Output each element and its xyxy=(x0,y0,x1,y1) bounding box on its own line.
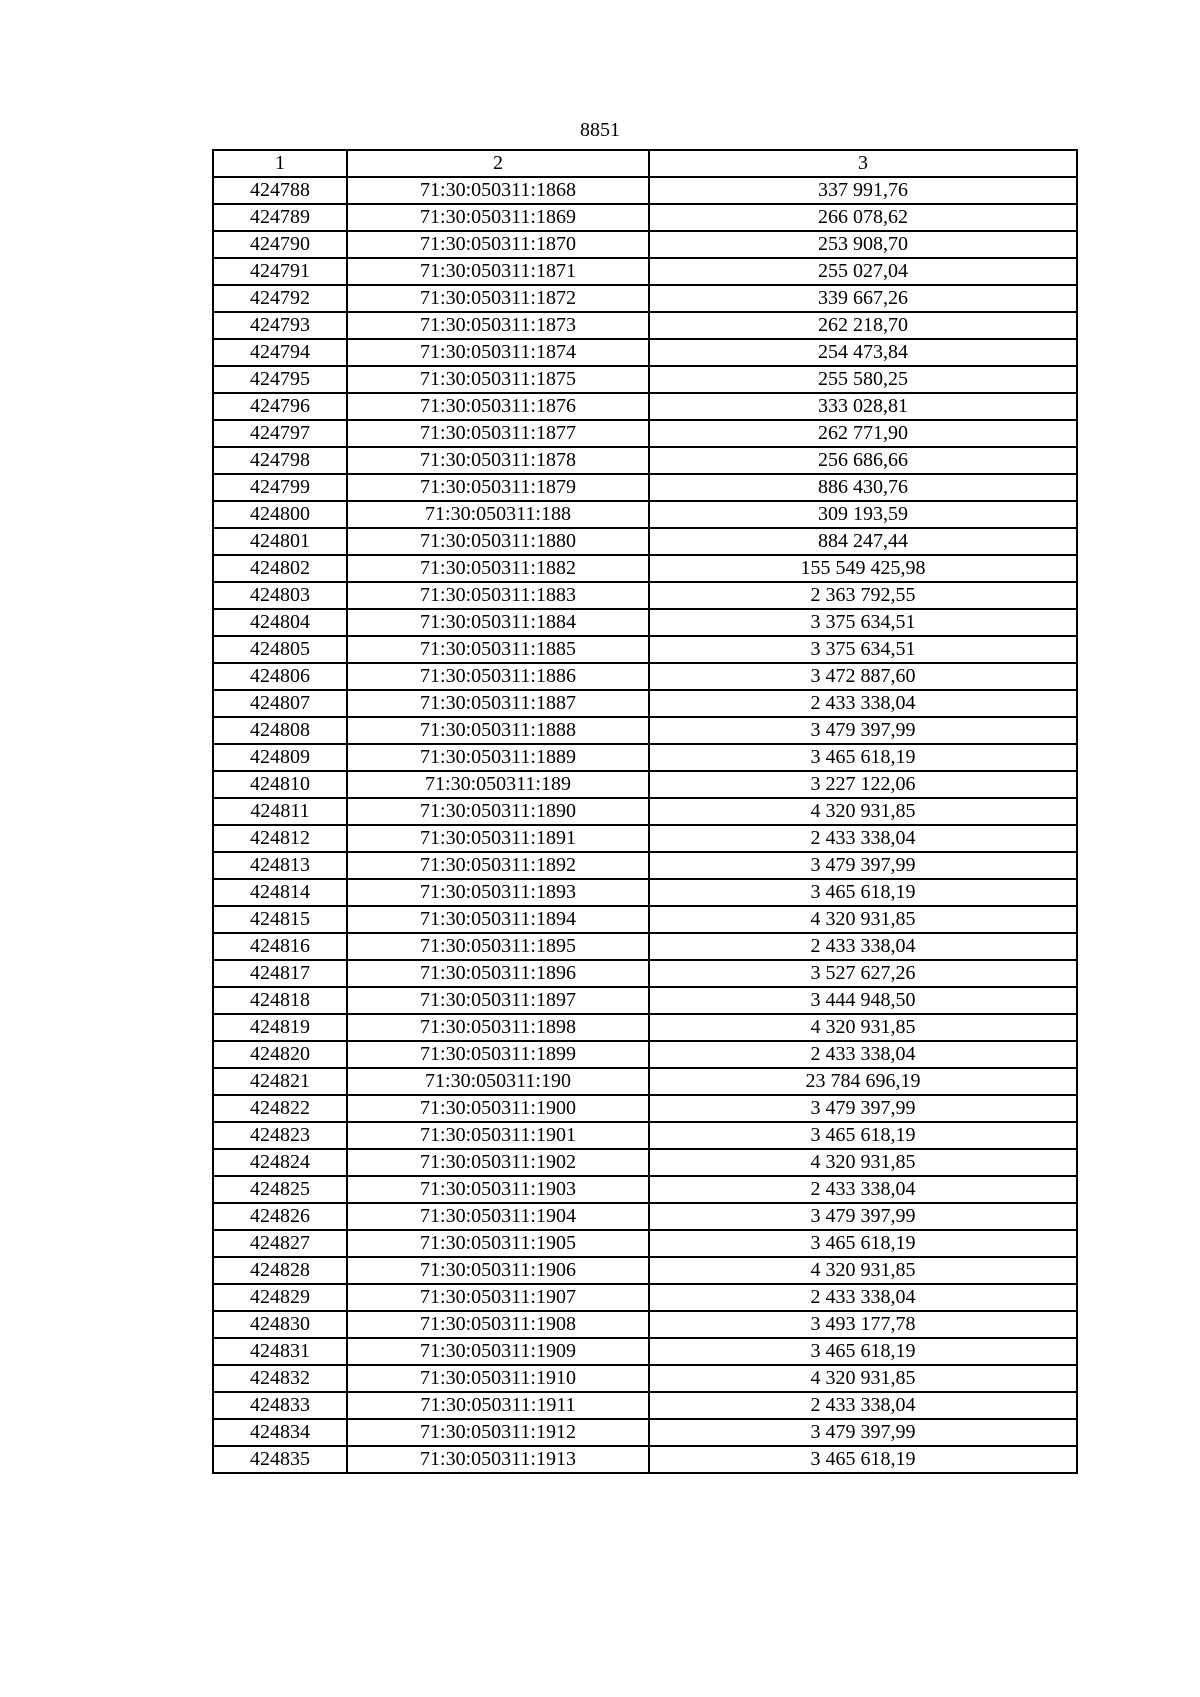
row-number-cell: 424793 xyxy=(213,312,347,339)
value-cell: 884 247,44 xyxy=(649,528,1077,555)
value-cell: 3 465 618,19 xyxy=(649,744,1077,771)
value-cell: 256 686,66 xyxy=(649,447,1077,474)
table-row xyxy=(213,177,1077,204)
row-number-cell: 424810 xyxy=(213,771,347,798)
row-number-cell: 424808 xyxy=(213,717,347,744)
row-number-cell: 424801 xyxy=(213,528,347,555)
cadastral-number-cell: 71:30:050311:1894 xyxy=(347,906,649,933)
table-body xyxy=(213,177,1077,1473)
cadastral-number-cell: 71:30:050311:1883 xyxy=(347,582,649,609)
row-number-cell: 424831 xyxy=(213,1338,347,1365)
table-row xyxy=(213,1230,1077,1257)
table-row xyxy=(213,879,1077,906)
table-row xyxy=(213,528,1077,555)
row-number-cell: 424825 xyxy=(213,1176,347,1203)
table-row xyxy=(213,393,1077,420)
row-number-cell: 424828 xyxy=(213,1257,347,1284)
row-number-cell: 424823 xyxy=(213,1122,347,1149)
value-cell: 4 320 931,85 xyxy=(649,1014,1077,1041)
table-row xyxy=(213,663,1077,690)
cadastral-number-cell: 71:30:050311:188 xyxy=(347,501,649,528)
row-number-cell: 424792 xyxy=(213,285,347,312)
column-header-3: 3 xyxy=(649,150,1077,177)
value-cell: 4 320 931,85 xyxy=(649,1257,1077,1284)
table-row xyxy=(213,1365,1077,1392)
cadastral-number-cell: 71:30:050311:1900 xyxy=(347,1095,649,1122)
table-row xyxy=(213,474,1077,501)
row-number-cell: 424832 xyxy=(213,1365,347,1392)
cadastral-number-cell: 71:30:050311:1873 xyxy=(347,312,649,339)
row-number-cell: 424817 xyxy=(213,960,347,987)
cadastral-number-cell: 71:30:050311:1902 xyxy=(347,1149,649,1176)
value-cell: 3 527 627,26 xyxy=(649,960,1077,987)
table-row xyxy=(213,1446,1077,1473)
cadastral-number-cell: 71:30:050311:1882 xyxy=(347,555,649,582)
row-number-cell: 424818 xyxy=(213,987,347,1014)
value-cell: 3 472 887,60 xyxy=(649,663,1077,690)
cadastral-number-cell: 71:30:050311:1904 xyxy=(347,1203,649,1230)
row-number-cell: 424829 xyxy=(213,1284,347,1311)
table-row xyxy=(213,582,1077,609)
row-number-cell: 424788 xyxy=(213,177,347,204)
row-number-cell: 424835 xyxy=(213,1446,347,1473)
cadastral-number-cell: 71:30:050311:1908 xyxy=(347,1311,649,1338)
cadastral-number-cell: 71:30:050311:1896 xyxy=(347,960,649,987)
table-row xyxy=(213,798,1077,825)
row-number-cell: 424820 xyxy=(213,1041,347,1068)
cadastral-number-cell: 71:30:050311:1872 xyxy=(347,285,649,312)
value-cell: 3 479 397,99 xyxy=(649,1419,1077,1446)
row-number-cell: 424798 xyxy=(213,447,347,474)
value-cell: 4 320 931,85 xyxy=(649,906,1077,933)
row-number-cell: 424813 xyxy=(213,852,347,879)
row-number-cell: 424827 xyxy=(213,1230,347,1257)
value-cell: 3 479 397,99 xyxy=(649,1203,1077,1230)
table-row xyxy=(213,285,1077,312)
cadastral-number-cell: 71:30:050311:1885 xyxy=(347,636,649,663)
table-row xyxy=(213,1014,1077,1041)
page-number: 8851 xyxy=(580,119,620,141)
table-row xyxy=(213,906,1077,933)
row-number-cell: 424809 xyxy=(213,744,347,771)
column-header-2: 2 xyxy=(347,150,649,177)
table-row xyxy=(213,204,1077,231)
value-cell: 3 227 122,06 xyxy=(649,771,1077,798)
value-cell: 3 479 397,99 xyxy=(649,717,1077,744)
table-row xyxy=(213,231,1077,258)
row-number-cell: 424822 xyxy=(213,1095,347,1122)
table-row xyxy=(213,771,1077,798)
table-row xyxy=(213,960,1077,987)
value-cell: 2 433 338,04 xyxy=(649,1176,1077,1203)
value-cell: 23 784 696,19 xyxy=(649,1068,1077,1095)
row-number-cell: 424833 xyxy=(213,1392,347,1419)
value-cell: 3 493 177,78 xyxy=(649,1311,1077,1338)
cadastral-number-cell: 71:30:050311:1880 xyxy=(347,528,649,555)
value-cell: 339 667,26 xyxy=(649,285,1077,312)
value-cell: 2 433 338,04 xyxy=(649,1284,1077,1311)
cadastral-number-cell: 71:30:050311:1875 xyxy=(347,366,649,393)
cadastral-number-cell: 71:30:050311:1893 xyxy=(347,879,649,906)
cadastral-number-cell: 71:30:050311:1910 xyxy=(347,1365,649,1392)
value-cell: 4 320 931,85 xyxy=(649,1365,1077,1392)
cadastral-number-cell: 71:30:050311:1870 xyxy=(347,231,649,258)
value-cell: 2 433 338,04 xyxy=(649,825,1077,852)
table-row xyxy=(213,1203,1077,1230)
cadastral-number-cell: 71:30:050311:1901 xyxy=(347,1122,649,1149)
row-number-cell: 424789 xyxy=(213,204,347,231)
cadastral-number-cell: 71:30:050311:1887 xyxy=(347,690,649,717)
row-number-cell: 424795 xyxy=(213,366,347,393)
row-number-cell: 424834 xyxy=(213,1419,347,1446)
row-number-cell: 424819 xyxy=(213,1014,347,1041)
value-cell: 3 465 618,19 xyxy=(649,1230,1077,1257)
cadastral-number-cell: 71:30:050311:1886 xyxy=(347,663,649,690)
table-row xyxy=(213,609,1077,636)
row-number-cell: 424802 xyxy=(213,555,347,582)
value-cell: 3 479 397,99 xyxy=(649,1095,1077,1122)
registry-table xyxy=(212,149,1078,1474)
cadastral-number-cell: 71:30:050311:1905 xyxy=(347,1230,649,1257)
value-cell: 2 433 338,04 xyxy=(649,690,1077,717)
value-cell: 2 433 338,04 xyxy=(649,1041,1077,1068)
table-header xyxy=(213,150,1077,177)
cadastral-number-cell: 71:30:050311:1906 xyxy=(347,1257,649,1284)
row-number-cell: 424800 xyxy=(213,501,347,528)
table-row xyxy=(213,366,1077,393)
cadastral-number-cell: 71:30:050311:1890 xyxy=(347,798,649,825)
table-row xyxy=(213,501,1077,528)
row-number-cell: 424797 xyxy=(213,420,347,447)
table-row xyxy=(213,1392,1077,1419)
value-cell: 254 473,84 xyxy=(649,339,1077,366)
cadastral-number-cell: 71:30:050311:1874 xyxy=(347,339,649,366)
row-number-cell: 424814 xyxy=(213,879,347,906)
value-cell: 4 320 931,85 xyxy=(649,798,1077,825)
table-row xyxy=(213,1284,1077,1311)
cadastral-number-cell: 71:30:050311:1884 xyxy=(347,609,649,636)
row-number-cell: 424811 xyxy=(213,798,347,825)
cadastral-number-cell: 71:30:050311:1899 xyxy=(347,1041,649,1068)
cadastral-number-cell: 71:30:050311:1897 xyxy=(347,987,649,1014)
table-row xyxy=(213,447,1077,474)
row-number-cell: 424806 xyxy=(213,663,347,690)
cadastral-number-cell: 71:30:050311:1892 xyxy=(347,852,649,879)
value-cell: 3 465 618,19 xyxy=(649,1446,1077,1473)
table-row xyxy=(213,825,1077,852)
value-cell: 155 549 425,98 xyxy=(649,555,1077,582)
cadastral-number-cell: 71:30:050311:1907 xyxy=(347,1284,649,1311)
table-row xyxy=(213,1338,1077,1365)
table-row xyxy=(213,717,1077,744)
row-number-cell: 424830 xyxy=(213,1311,347,1338)
table-row xyxy=(213,744,1077,771)
table-row xyxy=(213,1176,1077,1203)
cadastral-number-cell: 71:30:050311:1888 xyxy=(347,717,649,744)
value-cell: 886 430,76 xyxy=(649,474,1077,501)
value-cell: 3 479 397,99 xyxy=(649,852,1077,879)
table-row xyxy=(213,258,1077,285)
row-number-cell: 424816 xyxy=(213,933,347,960)
cadastral-number-cell: 71:30:050311:1869 xyxy=(347,204,649,231)
header-row xyxy=(213,150,1077,177)
value-cell: 3 375 634,51 xyxy=(649,636,1077,663)
value-cell: 262 771,90 xyxy=(649,420,1077,447)
row-number-cell: 424803 xyxy=(213,582,347,609)
value-cell: 253 908,70 xyxy=(649,231,1077,258)
row-number-cell: 424812 xyxy=(213,825,347,852)
cadastral-number-cell: 71:30:050311:1868 xyxy=(347,177,649,204)
value-cell: 262 218,70 xyxy=(649,312,1077,339)
value-cell: 3 444 948,50 xyxy=(649,987,1077,1014)
value-cell: 4 320 931,85 xyxy=(649,1149,1077,1176)
cadastral-number-cell: 71:30:050311:1898 xyxy=(347,1014,649,1041)
cadastral-number-cell: 71:30:050311:1889 xyxy=(347,744,649,771)
column-header-1: 1 xyxy=(213,150,347,177)
cadastral-number-cell: 71:30:050311:190 xyxy=(347,1068,649,1095)
cadastral-number-cell: 71:30:050311:1871 xyxy=(347,258,649,285)
cadastral-number-cell: 71:30:050311:1912 xyxy=(347,1419,649,1446)
value-cell: 2 433 338,04 xyxy=(649,1392,1077,1419)
cadastral-number-cell: 71:30:050311:1903 xyxy=(347,1176,649,1203)
row-number-cell: 424807 xyxy=(213,690,347,717)
cadastral-number-cell: 71:30:050311:1878 xyxy=(347,447,649,474)
value-cell: 2 433 338,04 xyxy=(649,933,1077,960)
row-number-cell: 424791 xyxy=(213,258,347,285)
table-row xyxy=(213,1257,1077,1284)
row-number-cell: 424805 xyxy=(213,636,347,663)
value-cell: 333 028,81 xyxy=(649,393,1077,420)
cadastral-number-cell: 71:30:050311:1911 xyxy=(347,1392,649,1419)
row-number-cell: 424794 xyxy=(213,339,347,366)
value-cell: 255 580,25 xyxy=(649,366,1077,393)
value-cell: 266 078,62 xyxy=(649,204,1077,231)
row-number-cell: 424790 xyxy=(213,231,347,258)
row-number-cell: 424815 xyxy=(213,906,347,933)
table-row xyxy=(213,1311,1077,1338)
cadastral-number-cell: 71:30:050311:1909 xyxy=(347,1338,649,1365)
table-row xyxy=(213,1122,1077,1149)
table-row xyxy=(213,420,1077,447)
value-cell: 3 465 618,19 xyxy=(649,879,1077,906)
row-number-cell: 424821 xyxy=(213,1068,347,1095)
table-row xyxy=(213,1419,1077,1446)
table-row xyxy=(213,339,1077,366)
table-row xyxy=(213,555,1077,582)
cadastral-number-cell: 71:30:050311:1913 xyxy=(347,1446,649,1473)
table-row xyxy=(213,1068,1077,1095)
table-row xyxy=(213,852,1077,879)
value-cell: 3 465 618,19 xyxy=(649,1122,1077,1149)
value-cell: 3 465 618,19 xyxy=(649,1338,1077,1365)
cadastral-number-cell: 71:30:050311:1879 xyxy=(347,474,649,501)
table-row xyxy=(213,1041,1077,1068)
cadastral-number-cell: 71:30:050311:1876 xyxy=(347,393,649,420)
cadastral-number-cell: 71:30:050311:189 xyxy=(347,771,649,798)
value-cell: 309 193,59 xyxy=(649,501,1077,528)
value-cell: 2 363 792,55 xyxy=(649,582,1077,609)
table-row xyxy=(213,1149,1077,1176)
table-row xyxy=(213,690,1077,717)
row-number-cell: 424826 xyxy=(213,1203,347,1230)
value-cell: 255 027,04 xyxy=(649,258,1077,285)
table-row xyxy=(213,987,1077,1014)
row-number-cell: 424799 xyxy=(213,474,347,501)
table-row xyxy=(213,312,1077,339)
value-cell: 3 375 634,51 xyxy=(649,609,1077,636)
cadastral-number-cell: 71:30:050311:1877 xyxy=(347,420,649,447)
value-cell: 337 991,76 xyxy=(649,177,1077,204)
table-row xyxy=(213,933,1077,960)
table-row xyxy=(213,1095,1077,1122)
cadastral-number-cell: 71:30:050311:1895 xyxy=(347,933,649,960)
table-row xyxy=(213,636,1077,663)
cadastral-number-cell: 71:30:050311:1891 xyxy=(347,825,649,852)
row-number-cell: 424824 xyxy=(213,1149,347,1176)
row-number-cell: 424796 xyxy=(213,393,347,420)
row-number-cell: 424804 xyxy=(213,609,347,636)
